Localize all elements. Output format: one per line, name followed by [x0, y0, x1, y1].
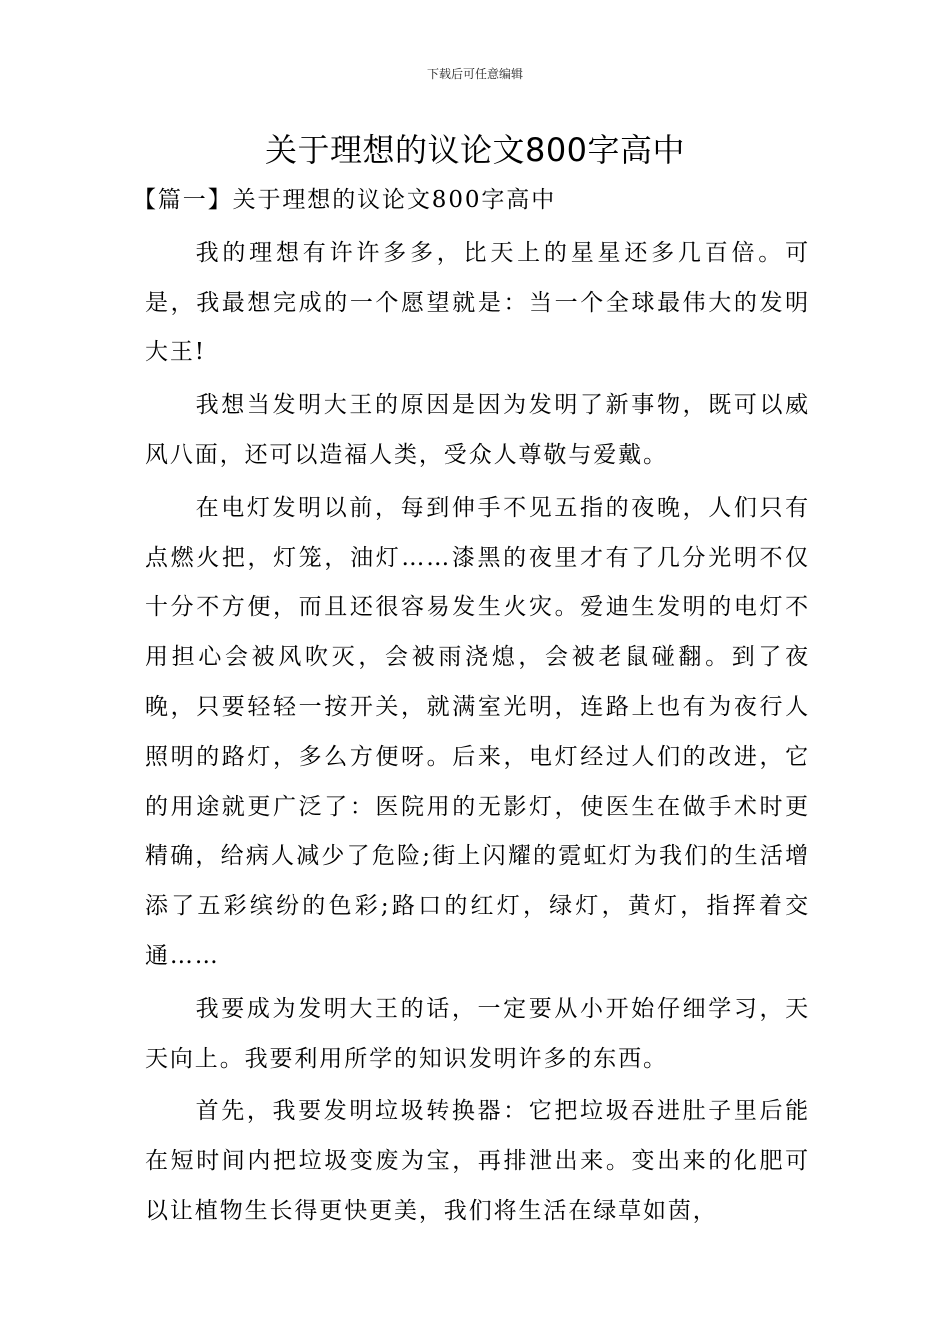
- paragraph-1: 我的理想有许许多多，比天上的星星还多几百倍。可是，我最想完成的一个愿望就是：当一个全球最伟大的发明大王!: [145, 239, 810, 366]
- paragraph-4: 我要成为发明大王的话，一定要从小开始仔细学习，天天向上。我要利用所学的知识发明许多的东西。: [145, 995, 810, 1072]
- document-title: 关于理想的议论文800字高中: [264, 131, 686, 169]
- paragraph-2: 我想当发明大王的原因是因为发明了新事物，既可以威风八面，还可以造福人类，受众人尊敬与爱戴。: [145, 392, 810, 468]
- document-body: [133, 176, 810, 1237]
- paragraph-3: 在电灯发明以前，每到伸手不见五指的夜晚，人们只有点燃火把，灯笼，油灯……漆黑的夜里才有了几分光明不仅十分不方便，而且还很容易发生火灾。爱迪生发明的电灯不用担心会被风吹灭，会被雨浇熄，会被老鼠碰翻。到了夜晚，只要轻轻一按开关，就满室光明，连路上也有为夜行人照明的路灯，多么方便呀。后来，电灯经过人们的改进，它的用途就更广泛了：医院用的无影灯，使医生在做手术时更精确，给病人减少了危险;街上闪耀的霓虹灯为我们的生活增添了五彩缤纷的色彩;路口的红灯，绿灯，黄灯，指挥着交通……: [145, 494, 810, 969]
- paragraph-5: 首先，我要发明垃圾转换器：它把垃圾吞进肚子里后能在短时间内把垃圾变废为宝，再排泄出来。变出来的化肥可以让植物生长得更快更美，我们将生活在绿草如茵，: [145, 1098, 810, 1224]
- section-heading: 【篇一】关于理想的议论文800字高中: [133, 187, 557, 213]
- page-header-note: 下载后可任意编辑: [426, 67, 523, 81]
